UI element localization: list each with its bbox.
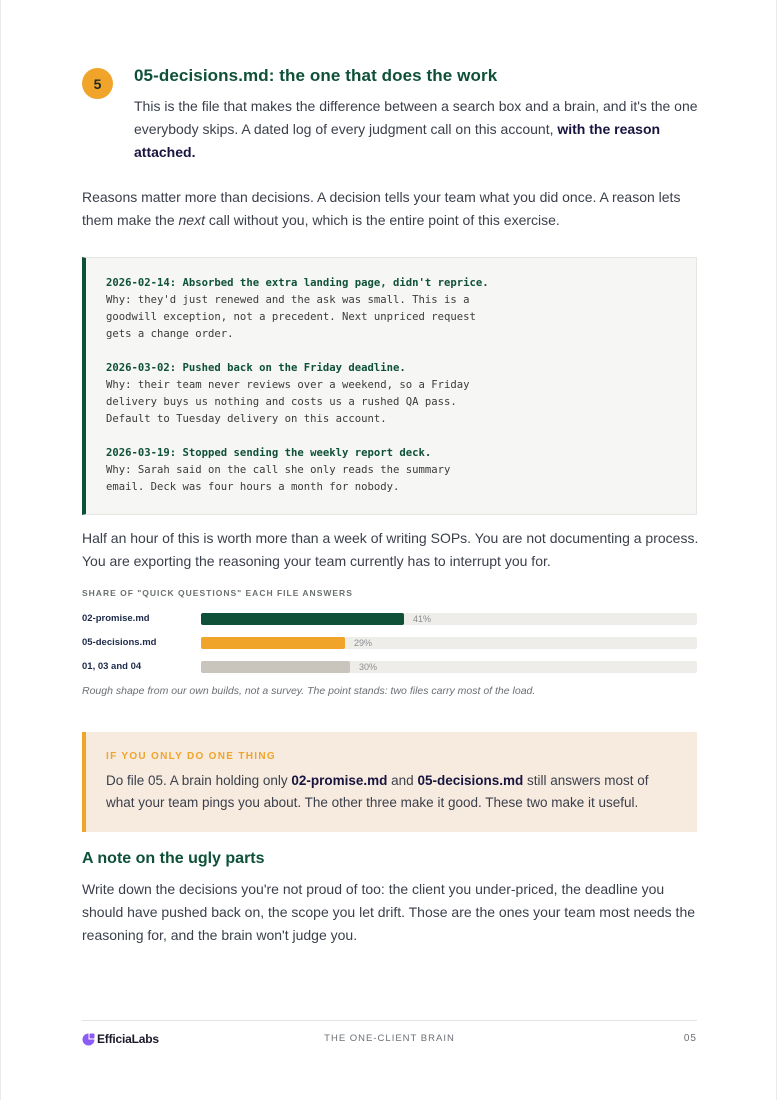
chart-category-label: 05-decisions.md: [82, 637, 157, 648]
callout-text-3: still answers most of what your team pings you about. The other three make it good. These two make it useful.: [106, 773, 649, 810]
decision-log-code-block: [82, 257, 697, 515]
decision-entry: [106, 275, 676, 343]
heading-ugly-parts: A note on the ugly parts: [82, 850, 265, 867]
paragraph-ugly-parts: Write down the decisions you're not proud of too: the client you under-priced, the deadline you should have pushed back on, the scope you let drift. Those are the ones your team most needs the reasoning for, and the brain won't judge you.: [82, 881, 696, 943]
decision-entry: [106, 360, 676, 428]
page-footer: [82, 1020, 697, 1046]
callout-label: IF YOU ONLY DO ONE THING: [106, 751, 276, 762]
callout-bold-1: 02-promise.md: [291, 773, 388, 788]
section-title: 05-decisions.md: the one that does the work: [134, 66, 498, 85]
callout-body: [106, 770, 677, 814]
chart-category-label: 01, 03 and 04: [82, 661, 142, 672]
para1-text-b: call without you, which is the entire point of this exercise.: [204, 212, 560, 228]
decision-entry-line: goodwill exception, not a precedent. Next unpriced request: [106, 311, 476, 323]
chart-value-label: 29%: [354, 638, 373, 648]
footer-page-number: 05: [683, 1033, 697, 1044]
chart-bar: [201, 637, 345, 649]
paragraph-reasons: [82, 186, 702, 232]
chart-category-label: 02-promise.md: [82, 613, 150, 624]
logo-text: EfficiaLabs: [97, 1032, 159, 1046]
chart-title: SHARE OF "QUICK QUESTIONS" EACH FILE ANSWERS: [82, 588, 353, 598]
chart-bar: [201, 613, 404, 625]
chart-bar-row: [82, 660, 698, 674]
section-intro-bold: with the reason attached.: [134, 121, 661, 160]
callout-box: [82, 732, 697, 832]
decision-entry-heading: 2026-03-02: Pushed back on the Friday deadline.: [106, 362, 406, 374]
footer-doc-title: THE ONE-CLIENT BRAIN: [324, 1033, 455, 1044]
callout-bold-2: 05-decisions.md: [417, 773, 524, 788]
paragraph-half-hour: Half an hour of this is worth more than a week of writing SOPs. You are not documenting a process. You are exporting the reasoning your team currently has to interrupt you for.: [82, 530, 699, 569]
decision-entry-line: Why: Sarah said on the call she only reads the summary: [106, 464, 451, 476]
section-intro-text: This is the file that makes the difference between a search box and a brain, and it's the one everybody skips. A dated log of every judgment call on this account,: [134, 98, 698, 137]
step-number-badge: 5: [82, 68, 113, 99]
decision-entry: [106, 445, 676, 496]
file-share-chart: [82, 588, 698, 697]
chart-note: Rough shape from our own builds, not a survey. The point stands: two files carry most of the load.: [82, 685, 536, 697]
chart-value-label: 30%: [359, 662, 378, 672]
chart-bar-track: [201, 661, 697, 673]
para1-italic: next: [178, 212, 205, 228]
decision-entry-line: delivery buys us nothing and costs us a rushed QA pass.: [106, 396, 457, 408]
section-intro: [134, 95, 700, 164]
callout-text-1: Do file 05. A brain holding only: [106, 773, 292, 788]
para1-text-a: Reasons matter more than decisions. A decision tells your team what you did once. A reason lets them make the: [82, 189, 681, 228]
chart-bar-track: [201, 637, 697, 649]
decision-entry-line: email. Deck was four hours a month for nobody.: [106, 481, 400, 493]
decision-entry-line: Why: they'd just renewed and the ask was small. This is a: [106, 294, 470, 306]
decision-entry-line: Why: their team never reviews over a weekend, so a Friday: [106, 379, 470, 391]
chart-value-label: 41%: [413, 614, 432, 624]
chart-bar-row: [82, 612, 698, 626]
decision-entry-line: gets a change order.: [106, 328, 234, 340]
chart-bar-row: [82, 636, 698, 650]
chart-bar-track: [201, 613, 697, 625]
decision-entry-heading: 2026-03-19: Stopped sending the weekly report deck.: [106, 447, 432, 459]
decision-entry-line: Default to Tuesday delivery on this account.: [106, 413, 387, 425]
chart-bar: [201, 661, 350, 673]
decision-entry-heading: 2026-02-14: Absorbed the extra landing page, didn't reprice.: [106, 277, 489, 289]
callout-text-2: and: [387, 773, 418, 788]
